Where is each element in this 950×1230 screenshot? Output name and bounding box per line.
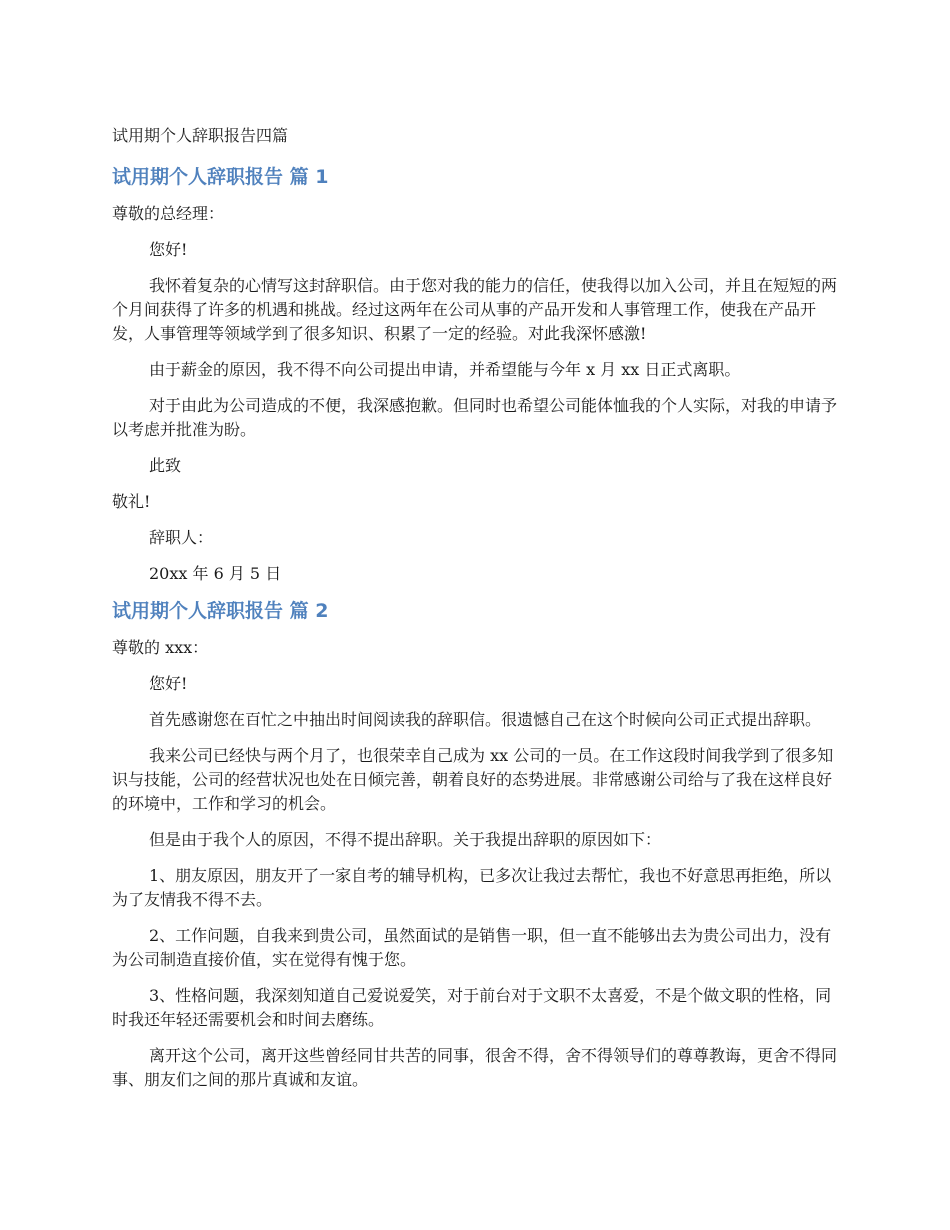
paragraph: 由于薪金的原因，我不得不向公司提出申请，并希望能与今年 x 月 xx 日正式离职。 xyxy=(149,360,741,379)
closing-line: 此致 xyxy=(149,456,182,475)
signer-label: 辞职人： xyxy=(149,528,214,547)
paragraph: 我怀着复杂的心情写这封辞职信。由于您对我的能力的信任，使我得以加入公司，并且在短短的两个月间获得了许多的机遇和挑战。经过这两年在公司从事的产品开发和人事管理工作，使我在产品开发，人事管理等领域学到了很多知识、积累了一定的经验。对此我深怀感激! xyxy=(112,276,838,343)
salutation: 尊敬的总经理： xyxy=(112,204,225,223)
paragraph: 2、工作问题，自我来到贵公司，虽然面试的是销售一职，但一直不能够出去为贵公司出力，没有为公司制造直接价值，实在觉得有愧于您。 xyxy=(112,926,832,969)
salutation: 尊敬的 xxx： xyxy=(112,638,209,657)
paragraph: 首先感谢您在百忙之中抽出时间阅读我的辞职信。很遗憾自己在这个时候向公司正式提出辞职。 xyxy=(149,710,822,729)
paragraph: 3、性格问题，我深刻知道自己爱说爱笑，对于前台对于文职不太喜爱，不是个做文职的性格，同时我还年轻还需要机会和时间去磨练。 xyxy=(112,986,832,1029)
greeting: 您好! xyxy=(149,674,188,693)
section-heading: 试用期个人辞职报告 篇 1 xyxy=(112,166,329,188)
paragraph: 1、朋友原因，朋友开了一家自考的辅导机构，已多次让我过去帮忙，我也不好意思再拒绝，所以为了友情我不得不去。 xyxy=(112,866,832,909)
greeting: 您好! xyxy=(149,240,188,259)
document-title: 试用期个人辞职报告四篇 xyxy=(112,126,289,145)
section-1 xyxy=(112,164,838,586)
section-2 xyxy=(112,598,838,1092)
paragraph: 离开这个公司，离开这些曾经同甘共苦的同事，很舍不得，舍不得领导们的尊尊教诲，更舍不得同事、朋友们之间的那片真诚和友谊。 xyxy=(112,1046,838,1089)
closing-salute: 敬礼! xyxy=(112,492,151,511)
date-line: 20xx 年 6 月 5 日 xyxy=(149,564,282,583)
paragraph: 对于由此为公司造成的不便，我深感抱歉。但同时也希望公司能体恤我的个人实际，对我的申请予以考虑并批准为盼。 xyxy=(112,396,838,439)
section-heading: 试用期个人辞职报告 篇 2 xyxy=(112,600,329,622)
paragraph: 但是由于我个人的原因，不得不提出辞职。关于我提出辞职的原因如下： xyxy=(149,830,662,849)
paragraph: 我来公司已经快与两个月了，也很荣幸自己成为 xx 公司的一员。在工作这段时间我学到了很多知识与技能，公司的经营状况也处在日倾完善，朝着良好的态势进展。非常感谢公司给与了我在这样良好的环境中，工作和学习的机会。 xyxy=(112,746,834,813)
